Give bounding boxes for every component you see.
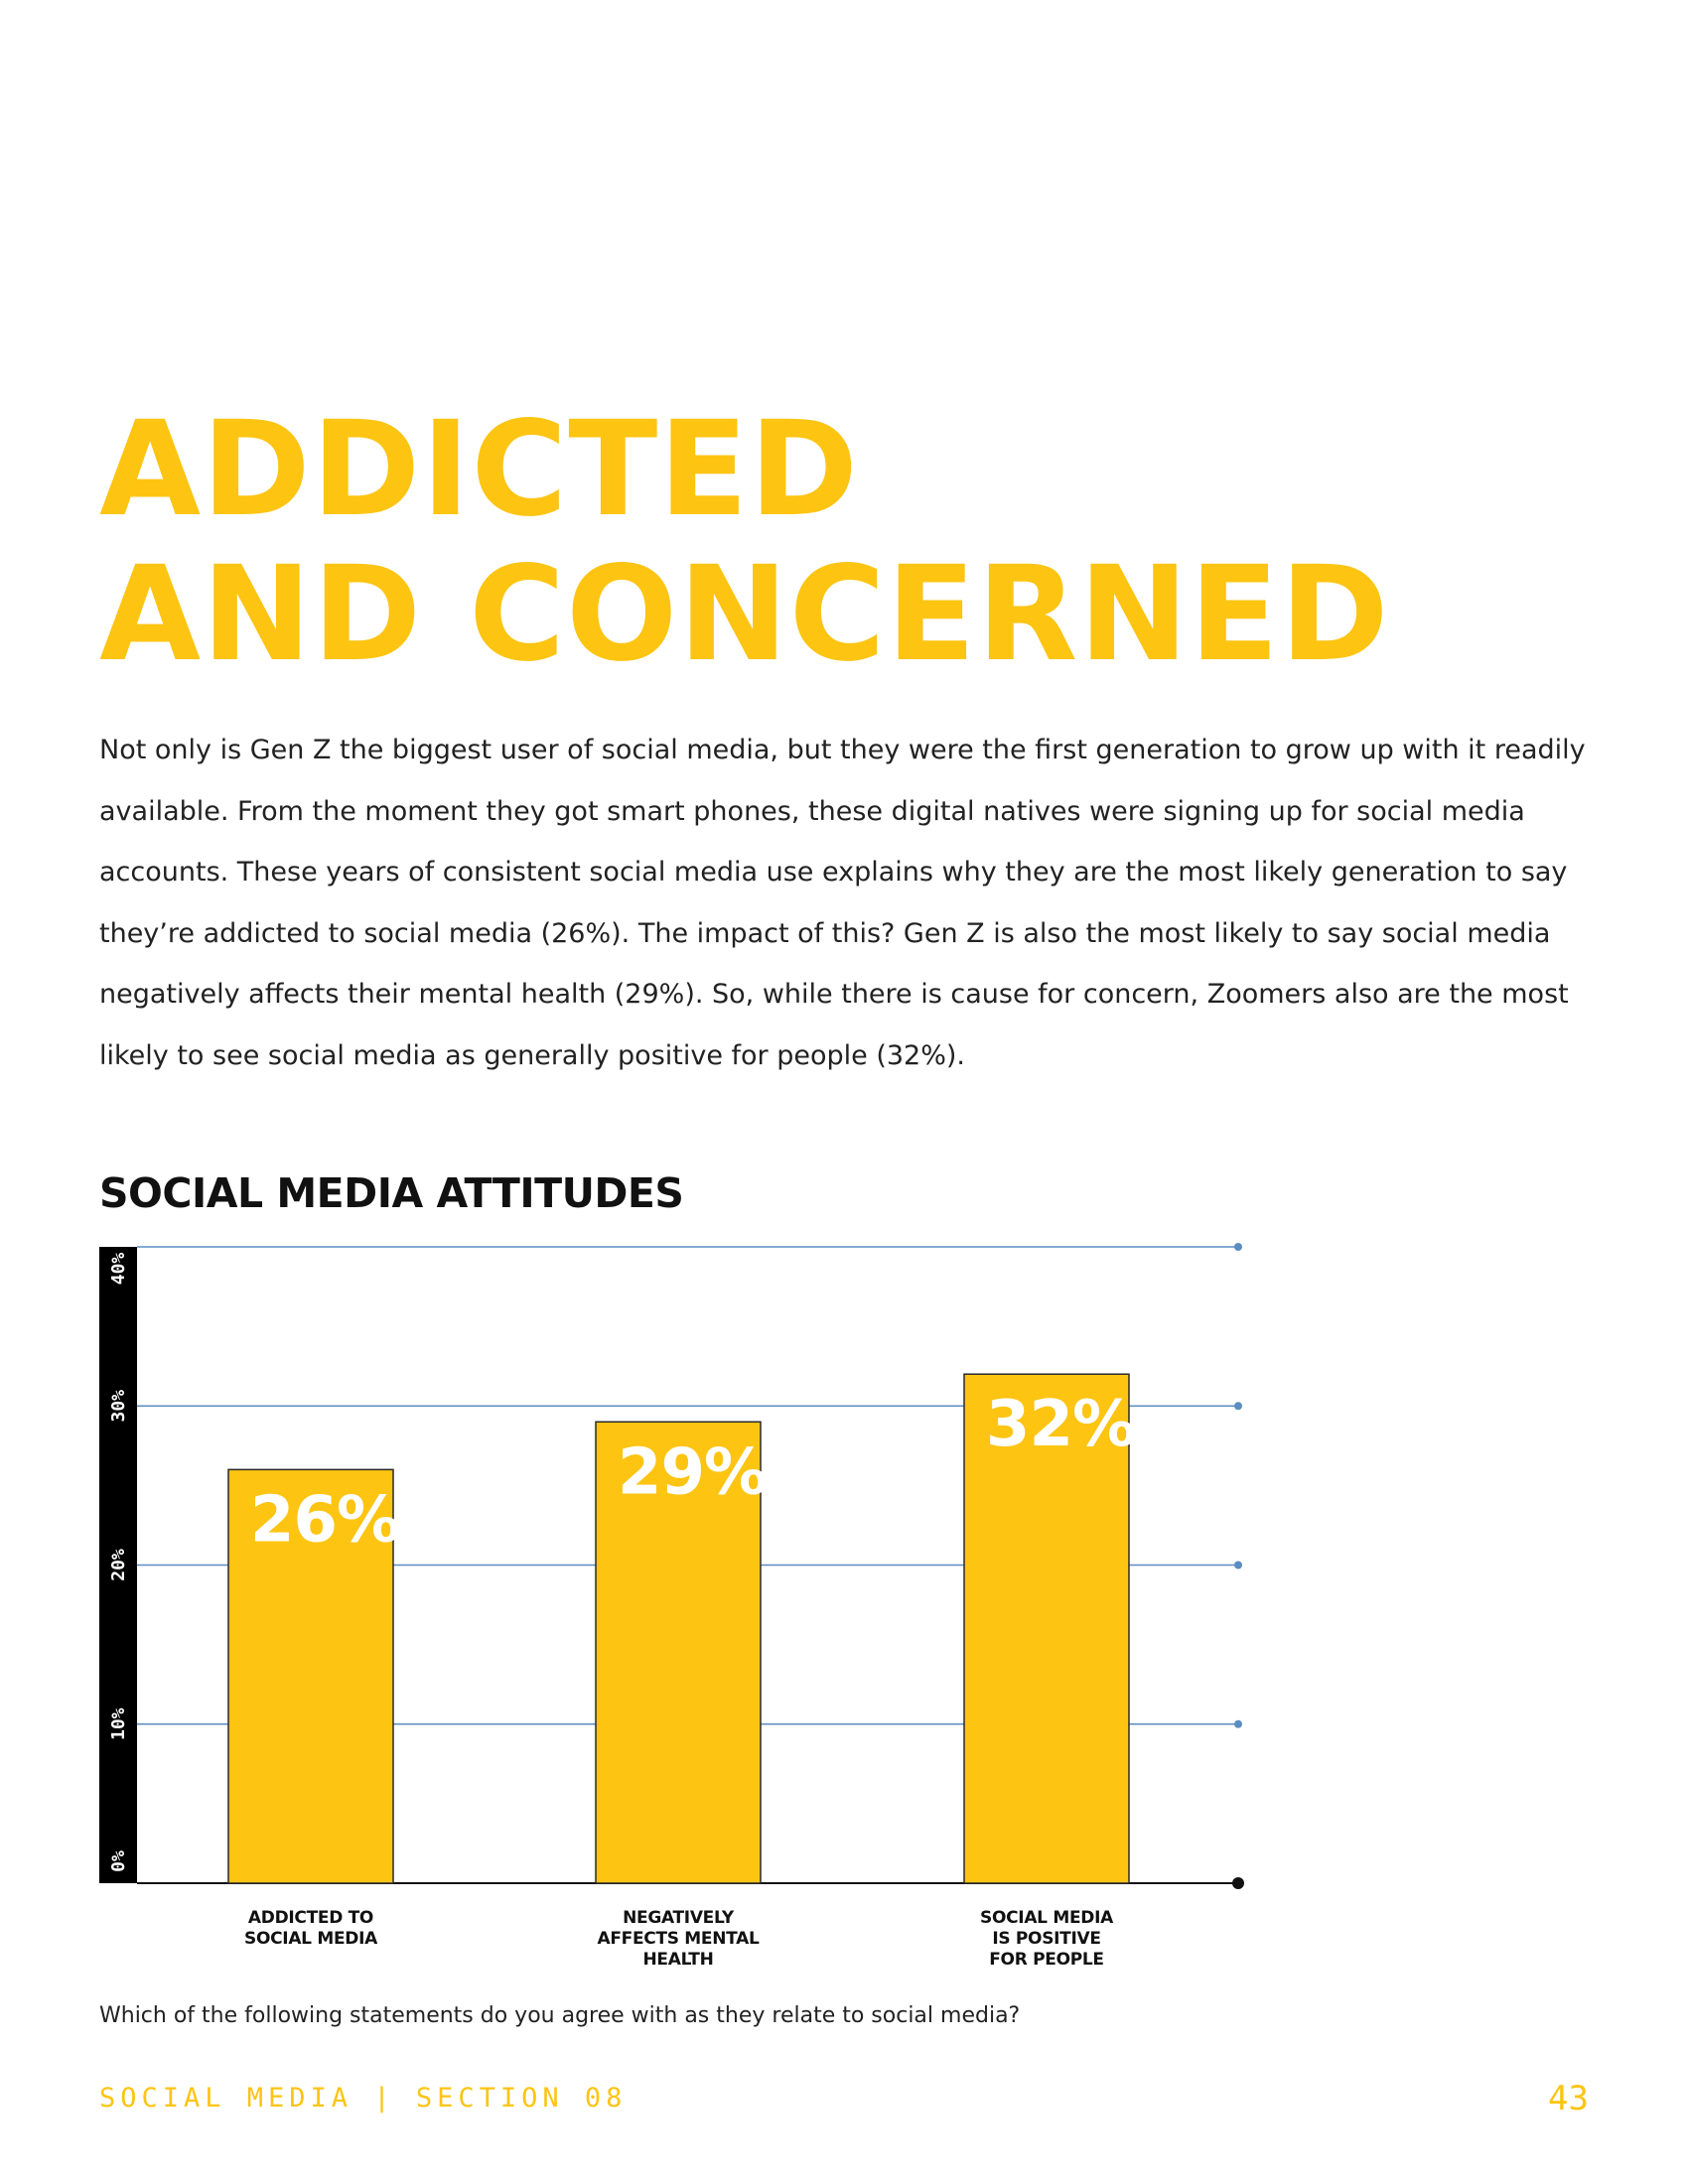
y-tick-label: 40%: [108, 1252, 129, 1286]
gridline-end-dot: [1234, 1243, 1242, 1251]
gridline-end-dot: [1234, 1402, 1242, 1410]
survey-question: Which of the following statements do you agree with as they relate to social media?: [99, 2003, 1021, 2028]
y-tick-label: 0%: [108, 1850, 129, 1872]
bar-data-label: 29%: [617, 1435, 768, 1510]
category-label: NEGATIVELY AFFECTS MENTAL HEALTH: [597, 1908, 760, 1970]
headline-line-2: AND CONCERNED: [99, 538, 1390, 691]
category-label: SOCIAL MEDIA IS POSITIVE FOR PEOPLE: [980, 1908, 1113, 1970]
body-paragraph: Not only is Gen Z the biggest user of social media, but they were the first generation to grow up with it readily available. From the moment they got smart phones, these digital natives were signing up for social media accounts. These years of consistent social media use explains why they are the most likely generation to say they’re addicted to social media (26%). The impact of this? Gen Z is also the most likely to say social media negatively affects their mental health (29%). So, while there is cause for concern, Zoomers also are the most likely to see social media as generally positive for people (32%).: [99, 735, 1586, 1071]
y-tick-label: 30%: [108, 1389, 129, 1423]
footer-section-label: SOCIAL MEDIA | SECTION 08: [99, 2083, 628, 2114]
y-tick-label: 10%: [108, 1707, 129, 1741]
bar-data-label: 26%: [249, 1483, 400, 1558]
baseline-end-dot: [1232, 1877, 1244, 1889]
headline-line-1: ADDICTED: [99, 393, 860, 546]
gridline-end-dot: [1234, 1562, 1242, 1570]
page-number: 43: [1548, 2079, 1589, 2118]
gridline-end-dot: [1234, 1720, 1242, 1728]
category-label: ADDICTED TO SOCIAL MEDIA: [244, 1908, 377, 1949]
chart-title: SOCIAL MEDIA ATTITUDES: [99, 1169, 684, 1217]
y-tick-label: 20%: [108, 1549, 129, 1581]
bar-data-label: 32%: [985, 1388, 1136, 1462]
